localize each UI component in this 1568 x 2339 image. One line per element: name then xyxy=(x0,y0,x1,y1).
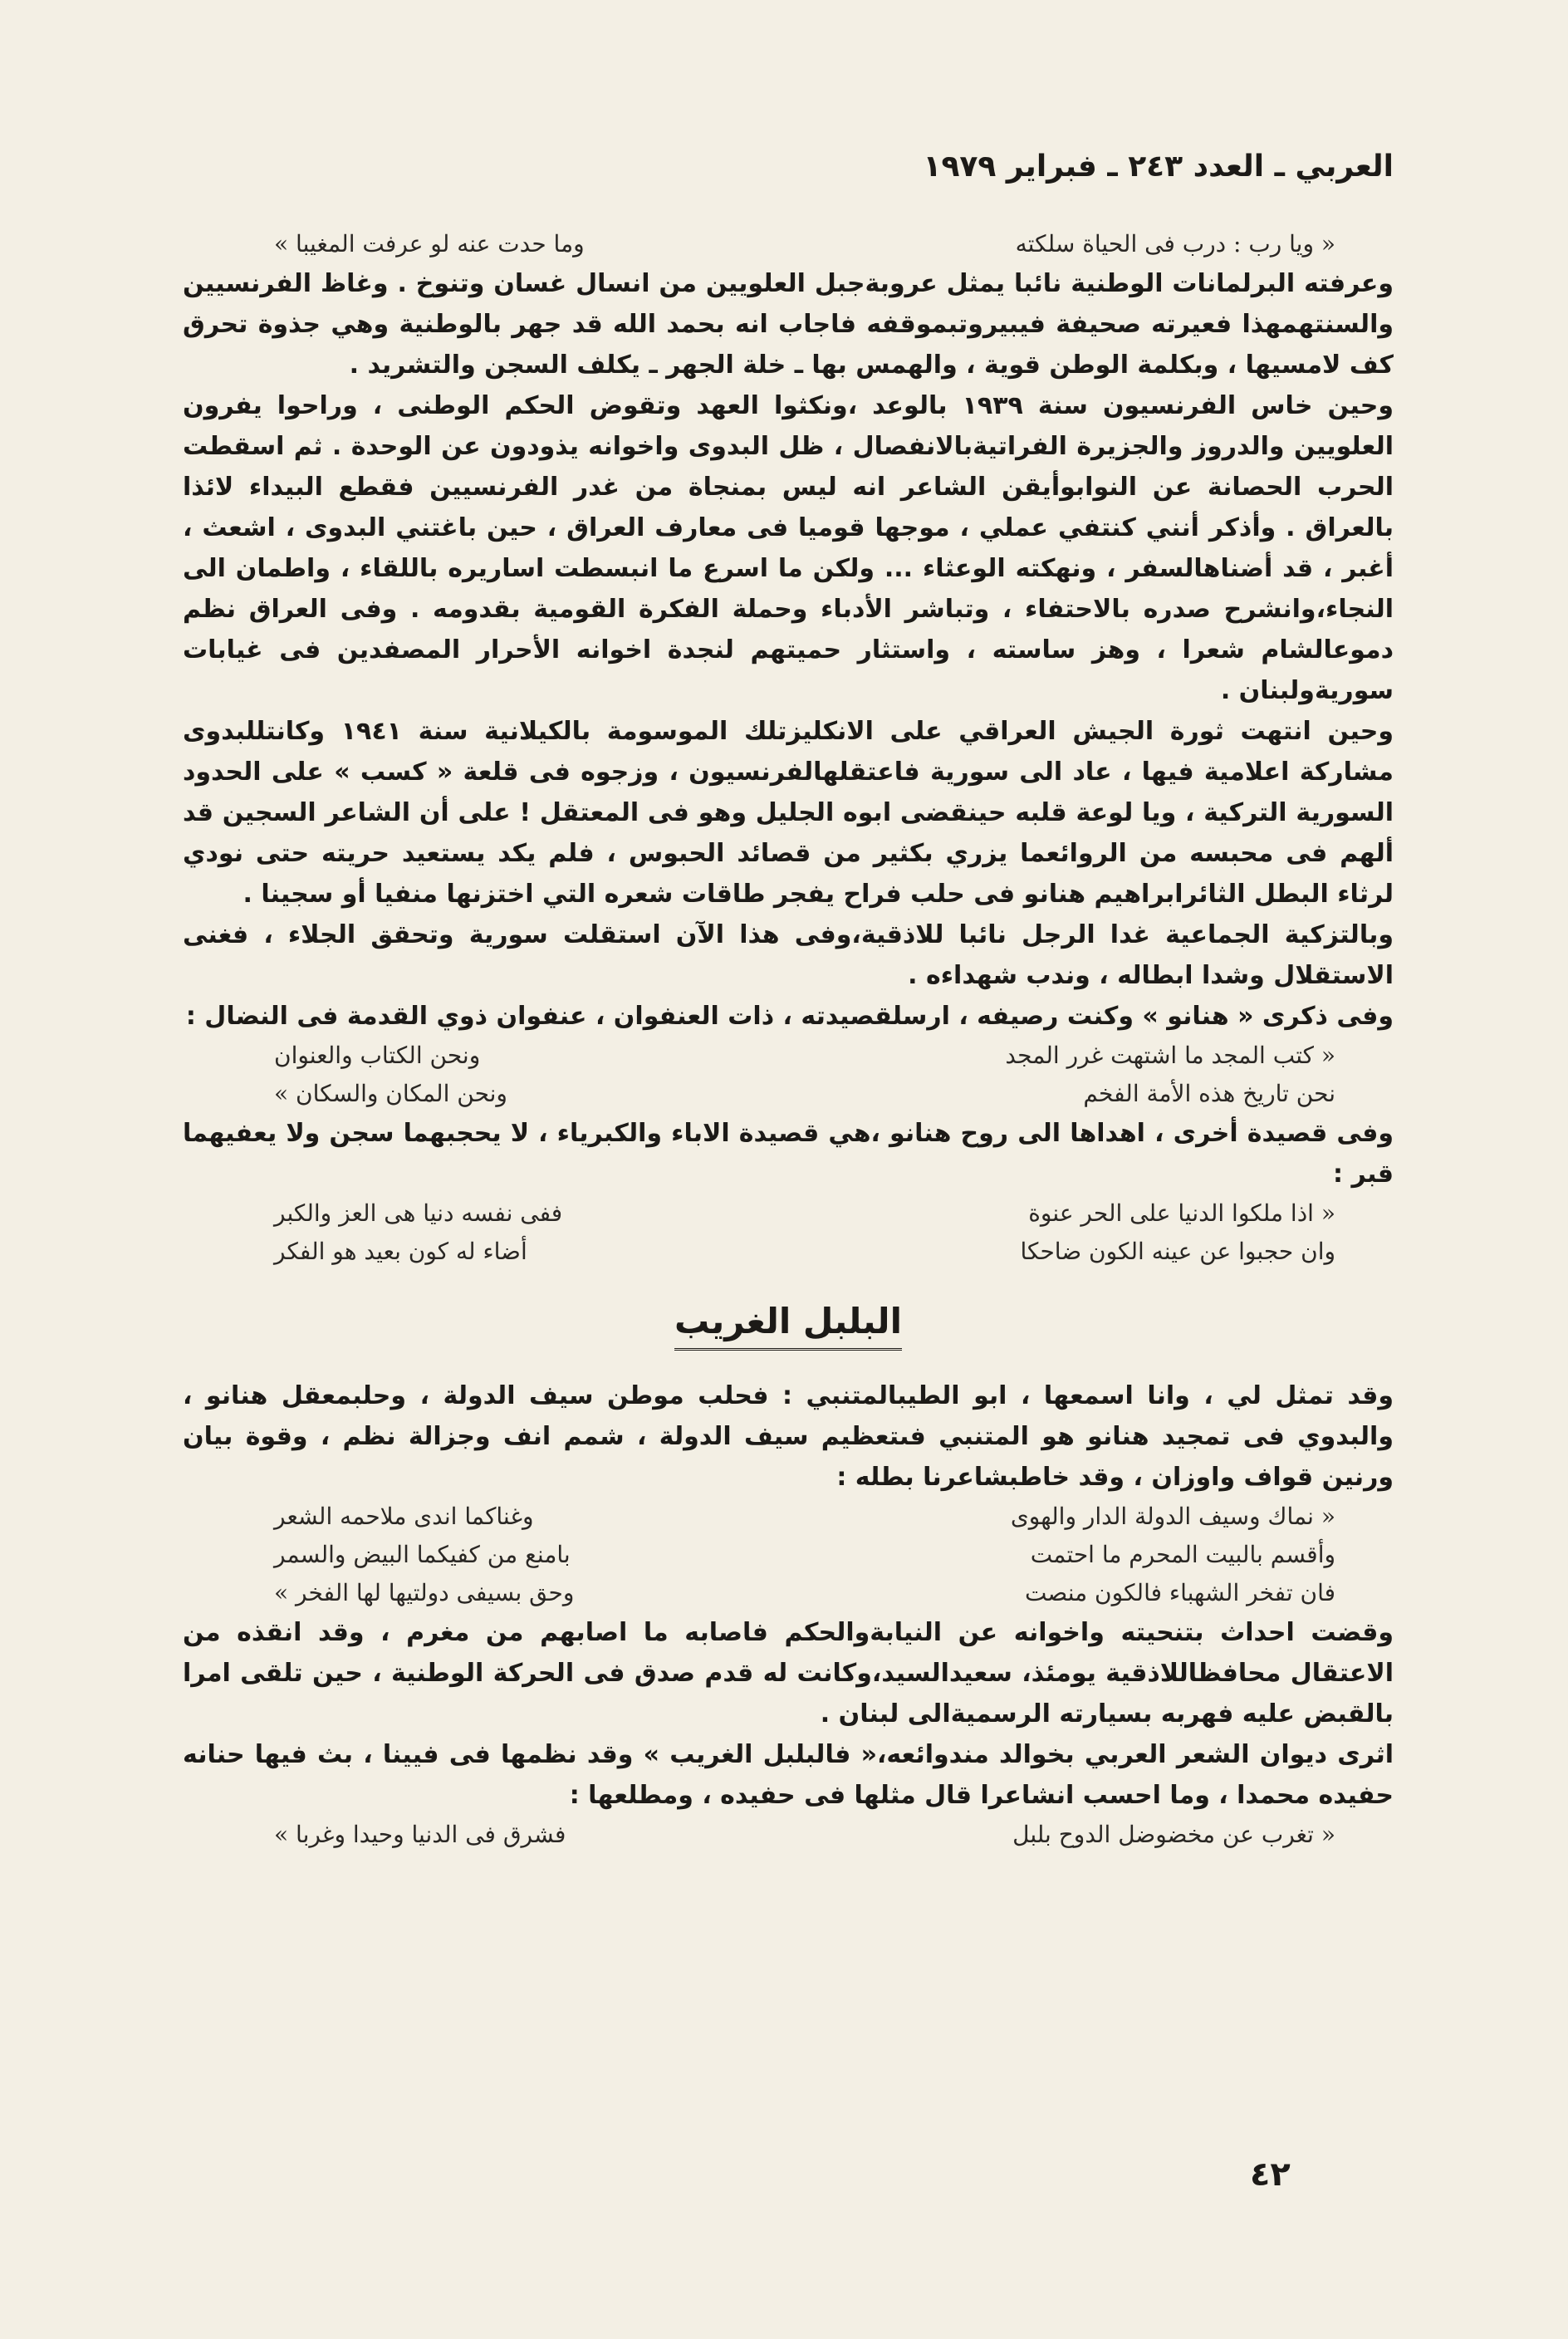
verse-hemistich-second: ففى نفسه دنيا هى العز والكبر xyxy=(274,1199,563,1227)
verse-line xyxy=(183,225,1394,263)
paragraph: وقد تمثل لي ، وانا اسمعها ، ابو الطيبالمتنبي : فحلب موطن سيف الدولة ، وحلبمعقل هنانو ، والبدوي فى تمجيد هنانو هو المتنبي فىتعظيم سيف الدولة ، شمم انف وجزالة نظم ، وقوة بيان ورنين قواف واوزان ، وقد خاطبشاعرنا بطله : xyxy=(183,1381,1394,1492)
verse-hemistich-first: « ويا رب : درب فى الحياة سلكته xyxy=(1015,230,1335,257)
verse-hemistich-second: ونحن الكتاب والعنوان xyxy=(274,1042,481,1069)
verse-hemistich-first: « كتب المجد ما اشتهت غرر المجد xyxy=(1005,1042,1335,1069)
verse-line xyxy=(183,1194,1394,1233)
verse-hemistich-first: « تغرب عن مخضوضل الدوح بلبل xyxy=(1012,1821,1335,1848)
verse-hemistich-first: « اذا ملكوا الدنيا على الحر عنوة xyxy=(1028,1199,1335,1227)
verse-hemistich-first: نحن تاريخ هذه الأمة الفخم xyxy=(1083,1080,1335,1107)
verse-line xyxy=(183,1037,1394,1075)
verse-hemistich-first: وان حجبوا عن عينه الكون ضاحكا xyxy=(1020,1238,1335,1265)
verse-hemistich-first: فان تفخر الشهباء فالكون منصت xyxy=(1024,1579,1335,1606)
paragraph: وعرفته البرلمانات الوطنية نائبا يمثل عروبةجبل العلويين من انسال غسان وتنوخ . وغاظ الفرنسيين والسنتهمهذا فعيرته صحيفة فيبيروتبموقفه فاجاب انه بحمد الله قد جهر بالوطنية وهي جذوة تحرق كف لامسيها ، وبكلمة الوطن قوية ، والهمس بها ـ خلة الجهر ـ يكلف السجن والتشريد . xyxy=(183,269,1394,380)
paragraph: وحين انتهت ثورة الجيش العراقي على الانكليزتلك الموسومة بالكيلانية سنة ١٩٤١ وكانتللبدوى مشاركة اعلامية فيها ، عاد الى سورية فاعتقلهالفرنسيون ، وزجوه فى قلعة « كسب » على الحدود السورية التركية ، ويا لوعة قلبه حينقضى ابوه الجليل وهو فى المعتقل ! على أن الشاعر السجين قد ألهم فى محبسه من الروائعما يزري بكثير من قصائد الحبوس ، فلم يكد يستعيد حريته حتى نودي لرثاء البطل الثائرابراهيم هنانو فى حلب فراح يفجر طاقات شعره التي اختزنها منفيا أو سجينا . xyxy=(183,717,1394,909)
verse-line xyxy=(183,1816,1394,1854)
verse-line xyxy=(183,1233,1394,1271)
page-number: ٤٢ xyxy=(1250,2155,1291,2194)
verse-line xyxy=(183,1498,1394,1536)
section-title-text: البلبل الغريب xyxy=(674,1301,902,1351)
section-title xyxy=(183,1301,1394,1351)
verse-line xyxy=(183,1075,1394,1113)
verse-hemistich-second: أضاء له كون بعيد هو الفكر xyxy=(274,1238,527,1265)
verse-hemistich-second: فشرق فى الدنيا وحيدا وغربا » xyxy=(274,1821,566,1848)
verse-hemistich-second: وما حدت عنه لو عرفت المغيبا » xyxy=(274,230,585,257)
paragraph: وبالتزكية الجماعية غدا الرجل نائبا للاذقية،وفى هذا الآن استقلت سورية وتحقق الجلاء ، فغنى الاستقلال وشدا ابطاله ، وندب شهداءه . xyxy=(183,920,1394,990)
paragraph: وقضت احداث بتنحيته واخوانه عن النيابةوالحكم فاصابه ما اصابهم من مغرم ، وقد انقذه من الاعتقال محافظاللاذقية يومئذ، سعيدالسيد،وكانت له قدم صدق فى الحركة الوطنية ، حين تلقى امرا بالقبض عليه فهربه بسيارته الرسميةالى لبنان . xyxy=(183,1618,1394,1729)
verse-line xyxy=(183,1574,1394,1612)
paragraph: اثرى ديوان الشعر العربي بخوالد مندوائعه،« فالبلبل الغريب » وقد نظمها فى فيينا ، بث فيها حنانه حفيده محمدا ، وما احسب انشاعرا قال مثلها فى حفيده ، ومطلعها : xyxy=(183,1740,1394,1810)
paragraph: وحين خاس الفرنسيون سنة ١٩٣٩ بالوعد ،ونكثوا العهد وتقوض الحكم الوطنى ، وراحوا يفرون العلويين والدروز والجزيرة الفراتيةبالانفصال ، ظل البدوى واخوانه يذودون عن الوحدة . ثم اسقطت الحرب الحصانة عن النوابوأيقن الشاعر انه ليس بمنجاة من غدر الفرنسيين فقطع البيداء لائذا بالعراق . وأذكر أنني كنتفي عملي ، موجها قوميا فى معارف العراق ، حين باغتني البدوى ، اشعث ، أغبر ، قد أضناهالسفر ، ونهكته الوعثاء ... ولكن ما اسرع ما انبسطت اساريره باللقاء ، واطمان الى النجاء،وانشرح صدره بالاحتفاء ، وتباشر الأدباء وحملة الفكرة القومية بقدومه . وفى العراق نظم دموعالشام شعرا ، وهز ساسته ، واستثار حميتهم لنجدة اخوانه الأحرار المصفدين فى غيابات سوريةولبنان . xyxy=(183,391,1394,705)
paragraph: وفى ذكرى « هنانو » وكنت رصيفه ، ارسلقصيدته ، ذات العنفوان ، عنفوان ذوي القدمة فى النضال : xyxy=(185,1002,1394,1031)
verse-hemistich-second: وغناكما اندى ملاحمه الشعر xyxy=(274,1503,534,1530)
verse-hemistich-first: وأقسم بالبيت المحرم ما احتمت xyxy=(1030,1541,1335,1568)
verse-hemistich-second: بامنع من كفيكما البيض والسمر xyxy=(274,1541,571,1568)
verse-line xyxy=(183,1536,1394,1574)
verse-hemistich-first: « نماك وسيف الدولة الدار والهوى xyxy=(1010,1503,1335,1530)
paragraph: وفى قصيدة أخرى ، اهداها الى روح هنانو ،هي قصيدة الاباء والكبرياء ، لا يحجبهما سجن ولا يعفيهما قبر : xyxy=(183,1119,1394,1189)
verse-hemistich-second: وحق بسيفى دولتيها لها الفخر » xyxy=(274,1579,575,1606)
verse-hemistich-second: ونحن المكان والسكان » xyxy=(274,1080,507,1107)
running-header: العربي ـ العدد ٢٤٣ ـ فبراير ١٩٧٩ xyxy=(923,150,1394,184)
